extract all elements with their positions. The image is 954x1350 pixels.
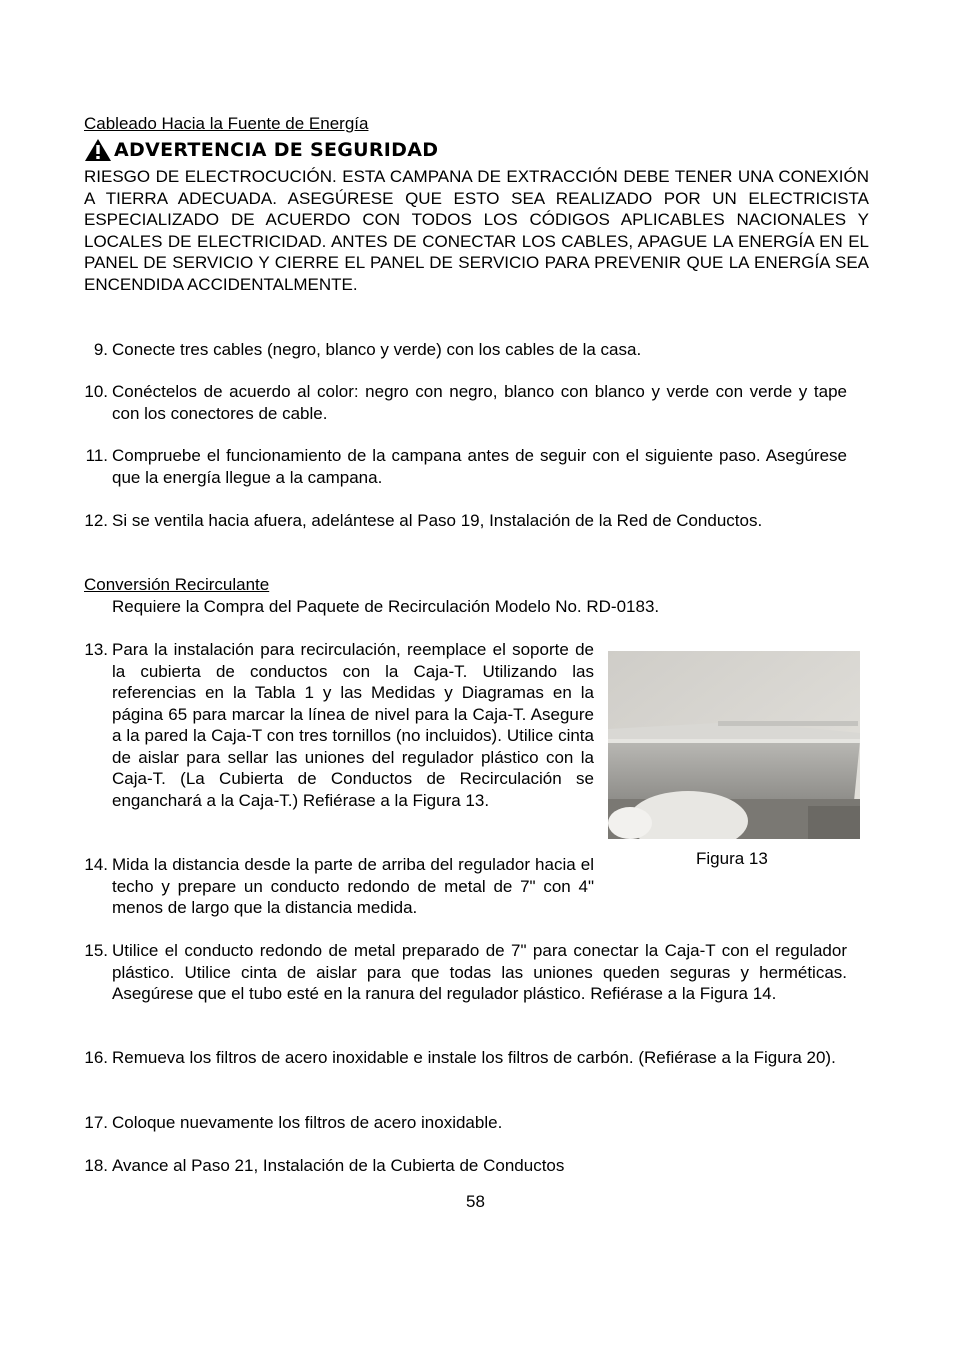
step-number: 10. [84, 382, 108, 401]
section-heading-wiring: Cableado Hacia la Fuente de Energía [84, 114, 369, 133]
section-heading-recirculation: Conversión Recirculante [84, 575, 270, 594]
step-number: 17. [84, 1113, 108, 1132]
recirculation-note: Requiere la Compra del Paquete de Recirculación Modelo No. RD-0183. [112, 597, 660, 616]
step-number: 12. [84, 511, 108, 530]
figure-13-caption: Figura 13 [696, 849, 768, 868]
step-number: 11. [85, 446, 108, 465]
step-number: 15. [84, 941, 108, 960]
step-text: Utilice el conducto redondo de metal preparado de 7" para conectar la Caja-T con el regulador plástico. Utilice cinta de aislar para que todas las uniones queden seguras y herméticas. Asegúrese que el tubo esté en la ranura del regulador plástico. Refiérase a la Figura 14. [112, 941, 847, 1003]
step-text: Compruebe el funcionamiento de la campana antes de seguir con el siguiente paso. Asegúrese que la energía llegue a la campana. [112, 446, 847, 487]
warning-triangle-icon [84, 138, 112, 162]
page-number: 58 [466, 1192, 485, 1211]
warning-body: RIESGO DE ELECTROCUCIÓN. ESTA CAMPANA DE EXTRACCIÓN DEBE TENER UNA CONEXIÓN A TIERRA ADECUADA. ASEGÚRESE QUE ESTO SEA REALIZADO POR UN ELECTRICISTA ESPECIALIZADO DE ACUERDO CON TODOS LOS CÓDIGOS APLICABLES NACIONALES Y LOCALES DE ELECTRICIDAD. ANTES DE CONECTAR LOS CABLES, APAGUE LA ENERGÍA EN EL PANEL DE SERVICIO Y CIERRE EL PANEL DE SERVICIO PARA PREVENIR QUE LA ENERGÍA SEA ENCENDIDA ACCIDENTALMENTE. [84, 167, 869, 294]
step-number: 14. [84, 855, 108, 874]
step-text: Para la instalación para recirculación, reemplace el soporte de la cubierta de conductos con la Caja-T. Utilizando las referencias en la Tabla 1 y las Medidas y Diagramas en la página 65 para marcar la línea de nivel para la Caja-T. Asegure a la pared la Caja-T con tres tornillos (no incluidos). Utilice cinta de aislar para sellar las uniones del regulador plástico con la Caja-T. (La Cubierta de Conductos de Recirculación se enganchará a la Caja-T.) Refiérase a la Figura 13. [112, 640, 594, 810]
warning-title-text: ADVERTENCIA DE SEGURIDAD [114, 139, 439, 161]
step-number: 9. [93, 340, 108, 359]
warning-title [84, 138, 438, 162]
step-text: Si se ventila hacia afuera, adelántese al Paso 19, Instalación de la Red de Conductos. [112, 511, 763, 530]
step-number: 16. [84, 1048, 108, 1067]
step-number: 13. [84, 640, 108, 659]
step-text: Mida la distancia desde la parte de arriba del regulador hacia el techo y prepare un conducto redondo de metal de 7" con 4" menos de largo que la distancia medida. [112, 855, 594, 917]
step-text: Conecte tres cables (negro, blanco y verde) con los cables de la casa. [112, 340, 642, 359]
step-text: Conéctelos de acuerdo al color: negro con negro, blanco con blanco y verde con verde y tape con los conectores de cable. [112, 382, 847, 423]
step-number: 18. [84, 1156, 108, 1175]
step-text: Coloque nuevamente los filtros de acero inoxidable. [112, 1113, 503, 1132]
figure-13-photo [608, 651, 860, 839]
step-text: Avance al Paso 21, Instalación de la Cubierta de Conductos [112, 1156, 565, 1175]
step-text: Remueva los filtros de acero inoxidable e instale los filtros de carbón. (Refiérase a la Figura 20). [112, 1048, 836, 1067]
